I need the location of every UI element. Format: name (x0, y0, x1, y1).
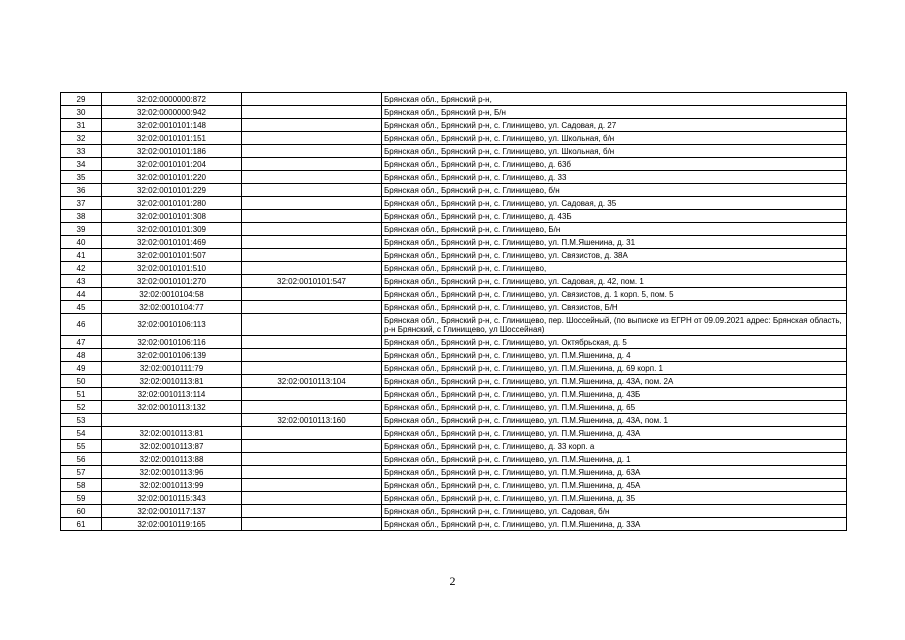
row-number-cell: 50 (61, 375, 102, 388)
row-number-cell: 33 (61, 145, 102, 158)
cadastral-number-cell: 32:02:0010113:88 (102, 453, 242, 466)
address-cell: Брянская обл., Брянский р-н, с. Глинищево, ул. Школьная, б/н (382, 145, 847, 158)
table-row (61, 336, 847, 349)
row-number-cell: 36 (61, 184, 102, 197)
premises-cadastral-number-cell (242, 210, 382, 223)
premises-cadastral-number-cell (242, 427, 382, 440)
address-cell: Брянская обл., Брянский р-н, с. Глинищево, д. 43Б (382, 210, 847, 223)
premises-cadastral-number-cell (242, 288, 382, 301)
address-cell: Брянская обл., Брянский р-н, с. Глинищево, ул. Садовая, б/н (382, 505, 847, 518)
cadastral-number-cell: 32:02:0010101:280 (102, 197, 242, 210)
premises-cadastral-number-cell (242, 505, 382, 518)
cadastral-number-cell: 32:02:0010113:81 (102, 427, 242, 440)
row-number-cell: 37 (61, 197, 102, 210)
premises-cadastral-number-cell (242, 388, 382, 401)
premises-cadastral-number-cell (242, 197, 382, 210)
cadastral-number-cell: 32:02:0000000:872 (102, 93, 242, 106)
cadastral-number-cell: 32:02:0010111:79 (102, 362, 242, 375)
row-number-cell: 52 (61, 401, 102, 414)
premises-cadastral-number-cell (242, 301, 382, 314)
cadastral-number-cell: 32:02:0010101:510 (102, 262, 242, 275)
premises-cadastral-number-cell (242, 249, 382, 262)
cadastral-number-cell: 32:02:0010101:151 (102, 132, 242, 145)
address-cell: Брянская обл., Брянский р-н, с. Глинищево, ул. П.М.Яшенина, д. 43А, пом. 1 (382, 414, 847, 427)
table-row (61, 314, 847, 336)
table-row (61, 210, 847, 223)
address-cell: Брянская обл., Брянский р-н, с. Глинищево, ул. Садовая, д. 42, пом. 1 (382, 275, 847, 288)
row-number-cell: 46 (61, 314, 102, 336)
table-row (61, 349, 847, 362)
premises-cadastral-number-cell (242, 466, 382, 479)
table-row (61, 518, 847, 531)
cadastral-number-cell: 32:02:0010113:114 (102, 388, 242, 401)
premises-cadastral-number-cell (242, 479, 382, 492)
cadastral-number-cell: 32:02:0010117:137 (102, 505, 242, 518)
cadastral-number-cell: 32:02:0010101:507 (102, 249, 242, 262)
table-row (61, 466, 847, 479)
cadastral-number-cell: 32:02:0010115:343 (102, 492, 242, 505)
table-row (61, 375, 847, 388)
address-cell: Брянская обл., Брянский р-н, с. Глинищево, ул. Октябрьская, д. 5 (382, 336, 847, 349)
cadastral-number-cell: 32:02:0010101:229 (102, 184, 242, 197)
cadastral-number-cell: 32:02:0000000:942 (102, 106, 242, 119)
address-cell: Брянская обл., Брянский р-н, с. Глинищево, ул. П.М.Яшенина, д. 43А (382, 427, 847, 440)
address-cell: Брянская обл., Брянский р-н, с. Глинищево, ул. П.М.Яшенина, д. 31 (382, 236, 847, 249)
premises-cadastral-number-cell (242, 362, 382, 375)
cadastral-number-cell: 32:02:0010101:308 (102, 210, 242, 223)
premises-cadastral-number-cell (242, 314, 382, 336)
cadastral-number-cell: 32:02:0010104:77 (102, 301, 242, 314)
row-number-cell: 31 (61, 119, 102, 132)
cadastral-number-cell: 32:02:0010119:165 (102, 518, 242, 531)
address-cell: Брянская обл., Брянский р-н, с. Глинищево, д. 33 корп. а (382, 440, 847, 453)
cadastral-number-cell: 32:02:0010101:309 (102, 223, 242, 236)
row-number-cell: 35 (61, 171, 102, 184)
table-row (61, 132, 847, 145)
table-row (61, 401, 847, 414)
table-row (61, 223, 847, 236)
premises-cadastral-number-cell (242, 262, 382, 275)
cadastral-number-cell: 32:02:0010101:186 (102, 145, 242, 158)
table-row (61, 440, 847, 453)
row-number-cell: 41 (61, 249, 102, 262)
cadastral-number-cell: 32:02:0010113:96 (102, 466, 242, 479)
row-number-cell: 57 (61, 466, 102, 479)
row-number-cell: 54 (61, 427, 102, 440)
table-row (61, 288, 847, 301)
premises-cadastral-number-cell (242, 93, 382, 106)
premises-cadastral-number-cell (242, 106, 382, 119)
table-row (61, 453, 847, 466)
address-cell: Брянская обл., Брянский р-н, Б/н (382, 106, 847, 119)
property-table (60, 92, 847, 531)
address-cell: Брянская обл., Брянский р-н, с. Глинищево, Б/н (382, 223, 847, 236)
premises-cadastral-number-cell (242, 440, 382, 453)
table-row (61, 388, 847, 401)
table-row (61, 119, 847, 132)
cadastral-number-cell: 32:02:0010106:116 (102, 336, 242, 349)
table-body (61, 93, 847, 531)
premises-cadastral-number-cell (242, 184, 382, 197)
row-number-cell: 47 (61, 336, 102, 349)
address-cell: Брянская обл., Брянский р-н, (382, 93, 847, 106)
premises-cadastral-number-cell (242, 145, 382, 158)
row-number-cell: 55 (61, 440, 102, 453)
table-row (61, 184, 847, 197)
premises-cadastral-number-cell: 32:02:0010113:160 (242, 414, 382, 427)
cadastral-number-cell: 32:02:0010101:148 (102, 119, 242, 132)
address-cell: Брянская обл., Брянский р-н, с. Глинищево, ул. П.М.Яшенина, д. 1 (382, 453, 847, 466)
address-cell: Брянская обл., Брянский р-н, с. Глинищево, д. 63б (382, 158, 847, 171)
row-number-cell: 29 (61, 93, 102, 106)
address-cell: Брянская обл., Брянский р-н, с. Глинищево, ул. Связистов, д. 38А (382, 249, 847, 262)
cadastral-number-cell: 32:02:0010113:132 (102, 401, 242, 414)
table-row (61, 479, 847, 492)
premises-cadastral-number-cell (242, 236, 382, 249)
table-row (61, 262, 847, 275)
cadastral-number-cell: 32:02:0010106:139 (102, 349, 242, 362)
address-cell: Брянская обл., Брянский р-н, с. Глинищево, ул. П.М.Яшенина, д. 65 (382, 401, 847, 414)
row-number-cell: 45 (61, 301, 102, 314)
table-row (61, 197, 847, 210)
row-number-cell: 53 (61, 414, 102, 427)
row-number-cell: 48 (61, 349, 102, 362)
table-row (61, 492, 847, 505)
address-cell: Брянская обл., Брянский р-н, с. Глинищево, ул. П.М.Яшенина, д. 69 корп. 1 (382, 362, 847, 375)
row-number-cell: 34 (61, 158, 102, 171)
cadastral-number-cell: 32:02:0010113:99 (102, 479, 242, 492)
address-cell: Брянская обл., Брянский р-н, с. Глинищево, ул. П.М.Яшенина, д. 45А (382, 479, 847, 492)
row-number-cell: 60 (61, 505, 102, 518)
row-number-cell: 56 (61, 453, 102, 466)
address-cell: Брянская обл., Брянский р-н, с. Глинищево, ул. Связистов, Б/Н (382, 301, 847, 314)
premises-cadastral-number-cell: 32:02:0010113:104 (242, 375, 382, 388)
cadastral-number-cell: 32:02:0010101:204 (102, 158, 242, 171)
premises-cadastral-number-cell (242, 132, 382, 145)
row-number-cell: 42 (61, 262, 102, 275)
address-cell: Брянская обл., Брянский р-н, с. Глинищево, (382, 262, 847, 275)
address-cell: Брянская обл., Брянский р-н, с. Глинищево, ул. П.М.Яшенина, д. 43Б (382, 388, 847, 401)
row-number-cell: 40 (61, 236, 102, 249)
cadastral-number-cell: 32:02:0010101:469 (102, 236, 242, 249)
address-cell: Брянская обл., Брянский р-н, с. Глинищево, ул. П.М.Яшенина, д. 4 (382, 349, 847, 362)
premises-cadastral-number-cell (242, 401, 382, 414)
row-number-cell: 58 (61, 479, 102, 492)
table-row (61, 414, 847, 427)
address-cell: Брянская обл., Брянский р-н, с. Глинищево, ул. Садовая, д. 27 (382, 119, 847, 132)
premises-cadastral-number-cell (242, 336, 382, 349)
row-number-cell: 44 (61, 288, 102, 301)
address-cell: Брянская обл., Брянский р-н, с. Глинищево, ул. Садовая, д. 35 (382, 197, 847, 210)
cadastral-number-cell (102, 414, 242, 427)
table-row (61, 427, 847, 440)
table-row (61, 106, 847, 119)
premises-cadastral-number-cell (242, 492, 382, 505)
table-row (61, 505, 847, 518)
cadastral-number-cell: 32:02:0010101:270 (102, 275, 242, 288)
address-cell: Брянская обл., Брянский р-н, с. Глинищево, ул. П.М.Яшенина, д. 43А, пом. 2А (382, 375, 847, 388)
row-number-cell: 43 (61, 275, 102, 288)
premises-cadastral-number-cell (242, 349, 382, 362)
premises-cadastral-number-cell: 32:02:0010101:547 (242, 275, 382, 288)
address-cell: Брянская обл., Брянский р-н, с. Глинищево, д. 33 (382, 171, 847, 184)
table-row (61, 93, 847, 106)
premises-cadastral-number-cell (242, 223, 382, 236)
premises-cadastral-number-cell (242, 119, 382, 132)
row-number-cell: 30 (61, 106, 102, 119)
row-number-cell: 61 (61, 518, 102, 531)
cadastral-number-cell: 32:02:0010113:81 (102, 375, 242, 388)
premises-cadastral-number-cell (242, 518, 382, 531)
table-row (61, 145, 847, 158)
table-row (61, 301, 847, 314)
address-cell: Брянская обл., Брянский р-н, с. Глинищево, ул. П.М.Яшенина, д. 35 (382, 492, 847, 505)
table-row (61, 362, 847, 375)
row-number-cell: 39 (61, 223, 102, 236)
cadastral-number-cell: 32:02:0010101:220 (102, 171, 242, 184)
row-number-cell: 38 (61, 210, 102, 223)
table-row (61, 236, 847, 249)
premises-cadastral-number-cell (242, 171, 382, 184)
cadastral-number-cell: 32:02:0010104:58 (102, 288, 242, 301)
address-cell: Брянская обл., Брянский р-н, с. Глинищево, ул. П.М.Яшенина, д. 33А (382, 518, 847, 531)
cadastral-number-cell: 32:02:0010106:113 (102, 314, 242, 336)
row-number-cell: 32 (61, 132, 102, 145)
table-row (61, 275, 847, 288)
address-cell: Брянская обл., Брянский р-н, с. Глинищево, ул. Связистов, д. 1 корп. 5, пом. 5 (382, 288, 847, 301)
address-cell: Брянская обл., Брянский р-н, с. Глинищево, пер. Шоссейный, (по выписке из ЕГРН от 09.09.2021 адрес: Брянская область, р-н Брянский, с Глинищево, ул Шоссейная) (382, 314, 847, 336)
row-number-cell: 49 (61, 362, 102, 375)
address-cell: Брянская обл., Брянский р-н, с. Глинищево, ул. Школьная, б/н (382, 132, 847, 145)
row-number-cell: 51 (61, 388, 102, 401)
page-number: 2 (449, 574, 456, 588)
cadastral-number-cell: 32:02:0010113:87 (102, 440, 242, 453)
premises-cadastral-number-cell (242, 158, 382, 171)
row-number-cell: 59 (61, 492, 102, 505)
table-row (61, 171, 847, 184)
address-cell: Брянская обл., Брянский р-н, с. Глинищево, б/н (382, 184, 847, 197)
premises-cadastral-number-cell (242, 453, 382, 466)
table-row (61, 249, 847, 262)
table-row (61, 158, 847, 171)
address-cell: Брянская обл., Брянский р-н, с. Глинищево, ул. П.М.Яшенина, д. 63А (382, 466, 847, 479)
